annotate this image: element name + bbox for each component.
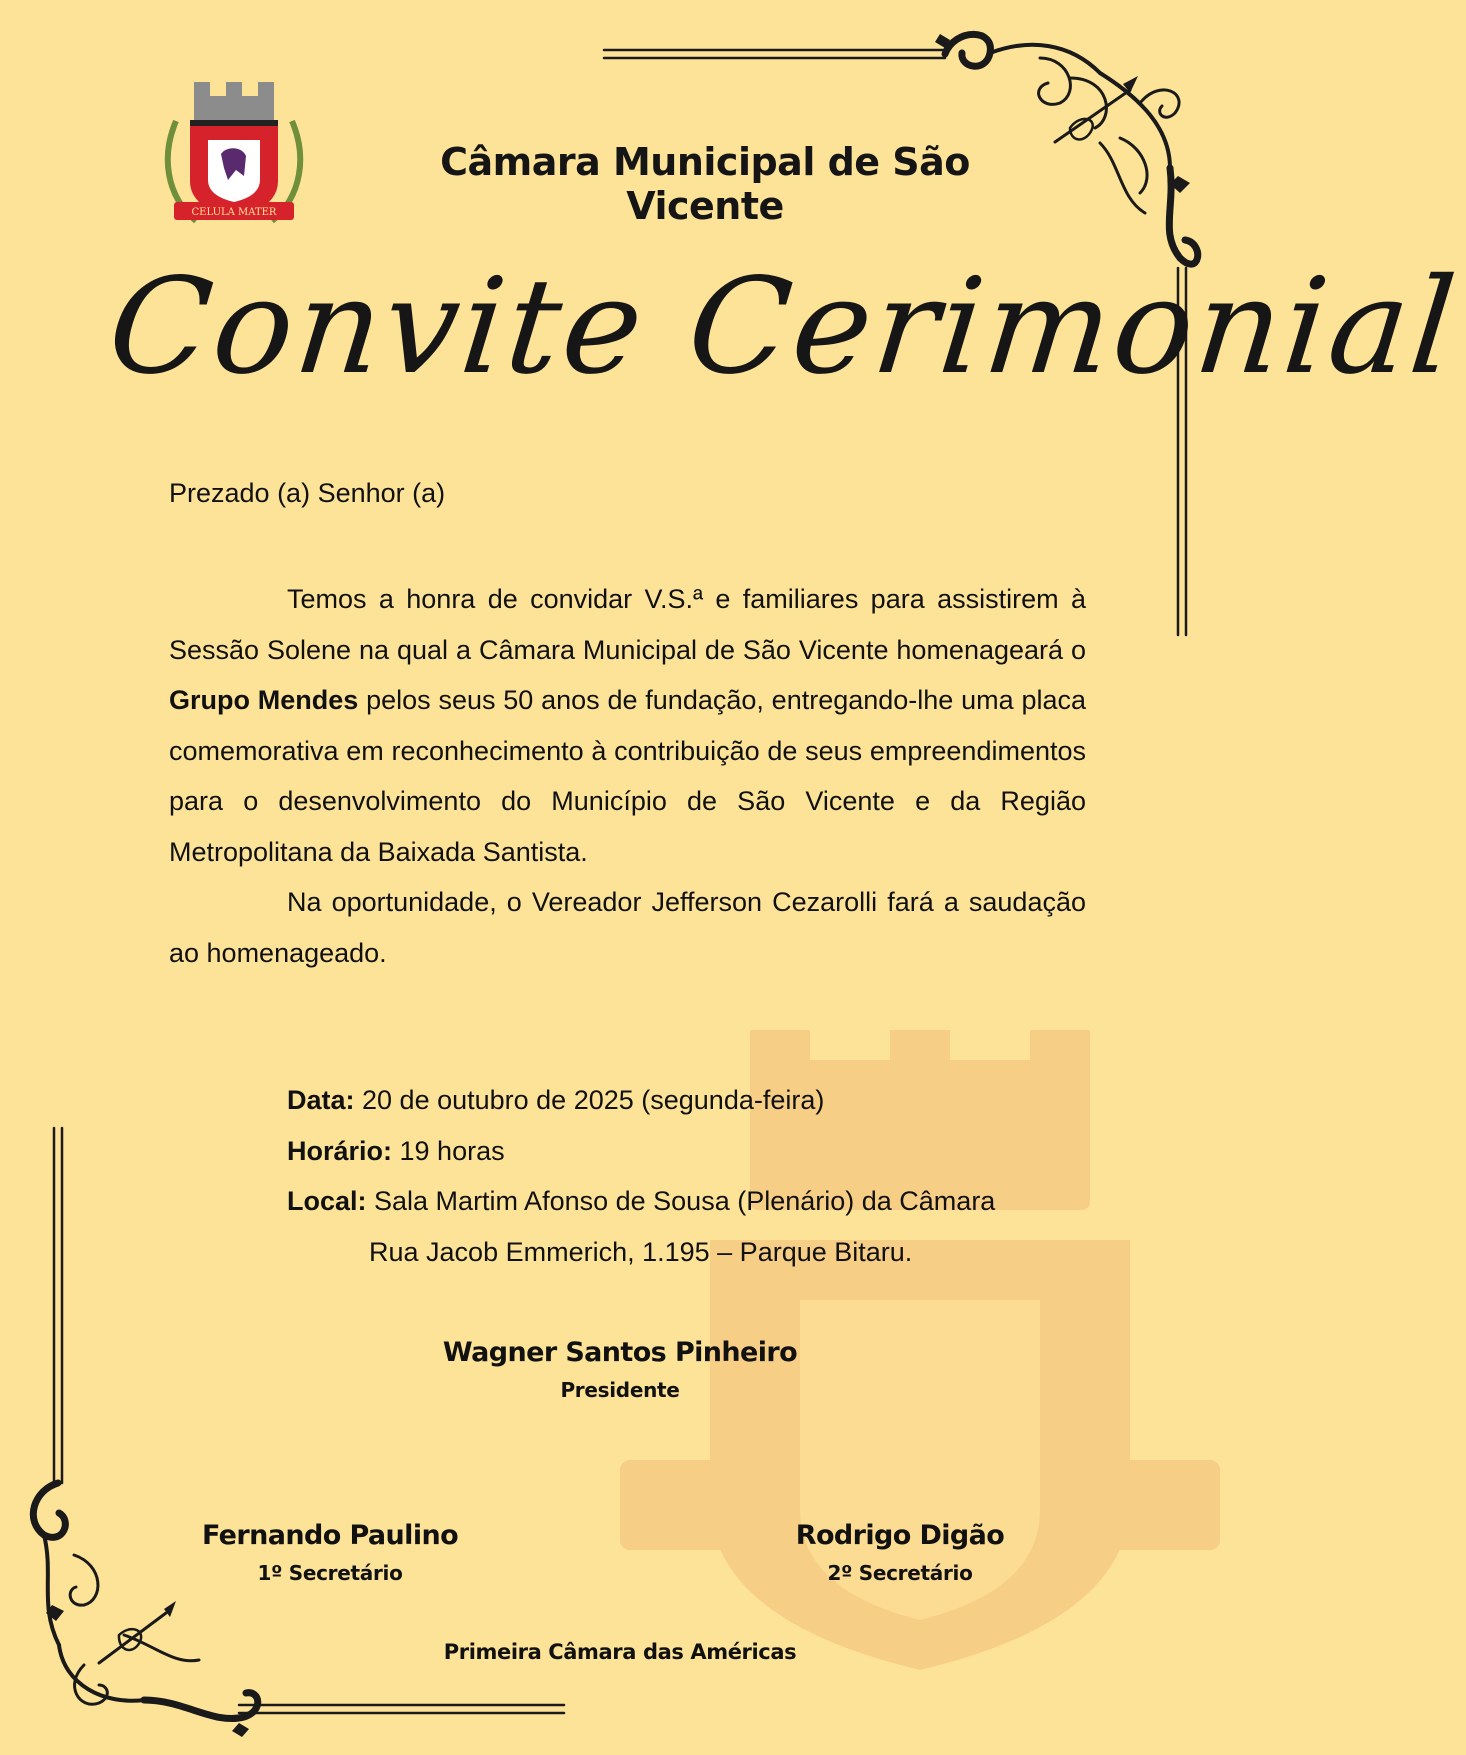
place-value: Sala Martim Afonso de Sousa (Plenário) da Câmara [366, 1186, 996, 1216]
signature-second-secretary [740, 1520, 1060, 1585]
president-role: Presidente [560, 1378, 680, 1402]
invitation-title: Convite Cerimonial [101, 250, 1465, 404]
institution-name: Câmara Municipal de São Vicente [440, 140, 970, 228]
place-label: Local: [287, 1186, 367, 1216]
date-value: 20 de outubro de 2025 (segunda-feira) [354, 1085, 825, 1115]
paragraph-honor [169, 574, 1086, 877]
event-date [287, 1075, 995, 1126]
crest-motto: CELULA MATER [191, 207, 277, 218]
second-secretary-role: 2º Secretário [827, 1561, 973, 1585]
paragraph-speaker: Na oportunidade, o Vereador Jefferson Cezarolli fará a saudação ao homenageado. [169, 887, 1086, 968]
time-value: 19 horas [392, 1135, 505, 1166]
footer-motto: Primeira Câmara das Américas [443, 1640, 797, 1664]
signature-president [420, 1337, 820, 1402]
invitation-body [169, 574, 1086, 978]
honoree-name: Grupo Mendes [169, 685, 359, 715]
first-secretary-role: 1º Secretário [257, 1561, 403, 1585]
event-address: Rua Jacob Emmerich, 1.195 – Parque Bitaru. [369, 1236, 913, 1267]
time-label: Horário: [287, 1135, 393, 1166]
event-details [287, 1075, 995, 1277]
second-secretary-name: Rodrigo Digão [795, 1520, 1005, 1551]
signature-first-secretary [170, 1520, 490, 1585]
camara-crest-logo [166, 76, 302, 228]
president-name: Wagner Santos Pinheiro [442, 1337, 798, 1368]
paragraph-honor-text-end: pelos seus 50 anos de fundação, entregando-lhe uma placa comemorativa em reconhecimento à contribuição de seus empreendimentos para o desenvolvimento do Município de São Vicente e da Região Metropolitana da Baixada Santista. [169, 685, 1086, 867]
event-place [287, 1176, 995, 1227]
greeting: Prezado (a) Senhor (a) [169, 478, 446, 508]
date-label: Data: [287, 1085, 355, 1115]
first-secretary-name: Fernando Paulino [201, 1520, 459, 1551]
paragraph-honor-text-start: Temos a honra de convidar V.S.ª e familiares para assistirem à Sessão Solene na qual a Câmara Municipal de São Vicente homenageará o [169, 584, 1086, 665]
event-time [287, 1126, 995, 1177]
